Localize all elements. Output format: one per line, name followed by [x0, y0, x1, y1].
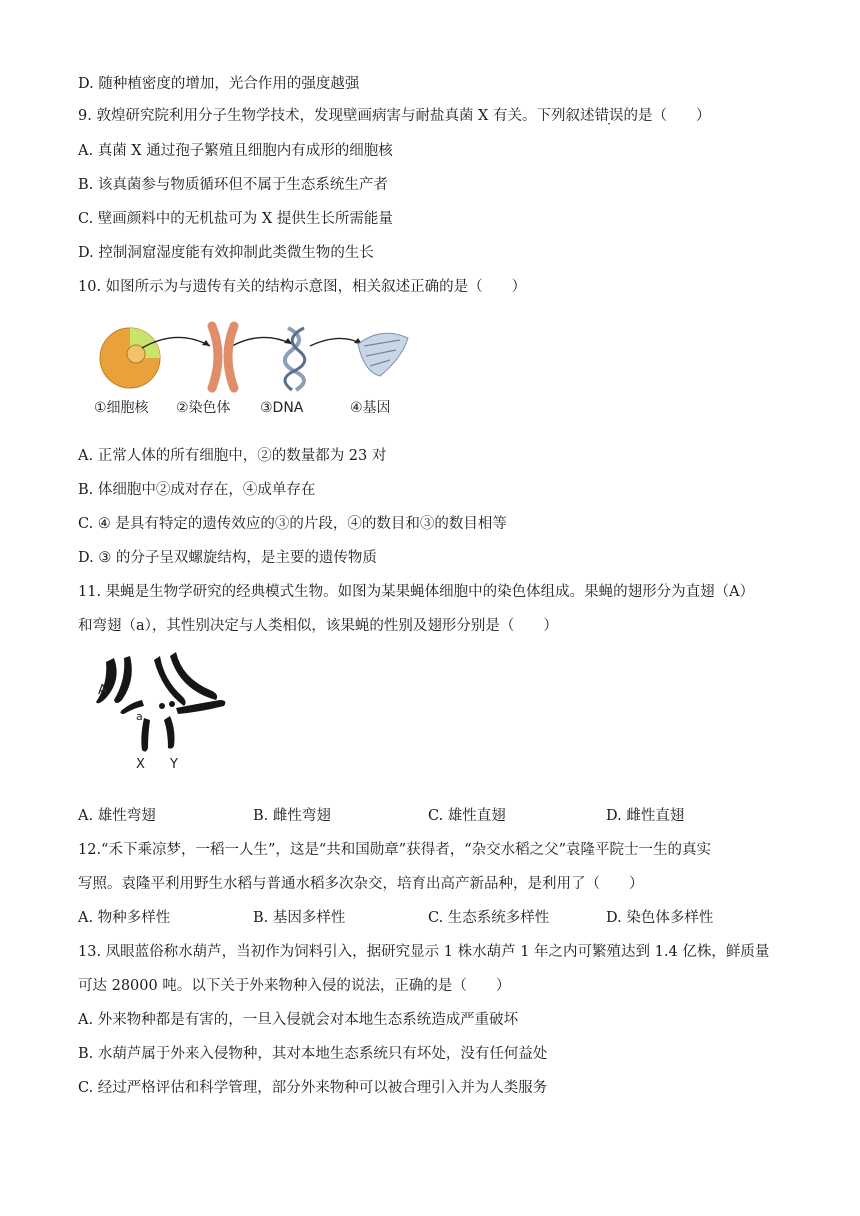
- q13-option-a: A. 外来物种都是有害的，一旦入侵就会对本地生态系统造成严重破坏: [78, 1012, 519, 1028]
- q12-stem-line1: 12.“禾下乘凉梦，一稻一人生”，这是“共和国勋章”获得者，“杂交水稻之父”袁隆平院士一生的真实: [78, 842, 712, 858]
- q12-option-d: D. 染色体多样性: [606, 910, 714, 926]
- label-dna: ③DNA: [260, 400, 304, 416]
- q13-option-b: B. 水葫芦属于外来入侵物种，其对本地生态系统只有坏处，没有任何益处: [78, 1046, 548, 1062]
- q10-option-c: C. ④ 是具有特定的遗传效应的③的片段，④的数目和③的数目相等: [78, 516, 507, 532]
- q11-options: [78, 806, 778, 826]
- label-allele-A: A: [98, 683, 107, 698]
- q11-option-a: A. 雄性弯翅: [78, 808, 156, 824]
- q13-stem-line2: 可达 28000 吨。以下关于外来物种入侵的说法，正确的是（ ）: [78, 978, 511, 994]
- q11-stem-line2: 和弯翅（a），其性别决定与人类相似，该果蝇的性别及翅形分别是（ ）: [78, 618, 558, 634]
- q12-option-c: C. 生态系统多样性: [428, 910, 550, 926]
- label-nucleus: ①细胞核: [94, 400, 149, 416]
- q9-option-b: B. 该真菌参与物质循环但不属于生态系统生产者: [78, 177, 388, 193]
- q10-option-d: D. ③ 的分子呈双螺旋结构，是主要的遗传物质: [78, 550, 377, 566]
- q13-option-c: C. 经过严格评估和科学管理，部分外来物种可以被合理引入并为人类服务: [78, 1080, 548, 1096]
- label-chromosome: ②染色体: [176, 400, 231, 416]
- q11-karyotype-figure: [92, 650, 242, 776]
- q9-option-d: D. 控制洞窟湿度能有效抑制此类微生物的生长: [78, 245, 374, 261]
- label-gene: ④基因: [350, 400, 391, 416]
- q10-option-b: B. 体细胞中②成对存在，④成单存在: [78, 482, 316, 498]
- gene-illustration: [358, 333, 408, 376]
- q12-options: [78, 908, 778, 928]
- q12-option-a: A. 物种多样性: [78, 910, 171, 926]
- q12-option-b: B. 基因多样性: [253, 910, 346, 926]
- q10-stem: 10. 如图所示为与遗传有关的结构示意图，相关叙述正确的是（ ）: [78, 279, 527, 295]
- q9-option-a: A. 真菌 X 通过孢子繁殖且细胞内有成形的细胞核: [78, 143, 393, 159]
- q10-figure: [92, 318, 422, 420]
- q9-stem: 9. 敦煌研究院利用分子生物学技术，发现壁画病害与耐盐真菌 X 有关。下列叙述错误的是（ ）: [78, 108, 711, 124]
- q11-stem-line1: 11. 果蝇是生物学研究的经典模式生物。如图为某果蝇体细胞中的染色体组成。果蝇的翅形分为直翅（A）: [78, 584, 755, 600]
- label-y-chromosome: Y: [170, 757, 178, 772]
- label-x-chromosome: X: [136, 757, 145, 772]
- q13-stem-line1: 13. 凤眼蓝俗称水葫芦，当初作为饲料引入，据研究显示 1 株水葫芦 1 年之内可繁殖达到 1.4 亿株，鲜质量: [78, 944, 770, 960]
- q10-option-a: A. 正常人体的所有细胞中，②的数量都为 23 对: [78, 448, 387, 464]
- q11-option-b: B. 雌性弯翅: [253, 808, 331, 824]
- q8-option-d: D. 随种植密度的增加，光合作用的强度越强: [78, 76, 360, 92]
- dna-illustration: [285, 328, 305, 390]
- q11-option-d: D. 雌性直翅: [606, 808, 685, 824]
- q11-option-c: C. 雄性直翅: [428, 808, 506, 824]
- label-allele-a: a: [136, 710, 143, 723]
- q12-stem-line2: 写照。袁隆平利用野生水稻与普通水稻多次杂交，培育出高产新品种，是利用了（ ）: [78, 876, 644, 892]
- q9-option-c: C. 壁画颜料中的无机盐可为 X 提供生长所需能量: [78, 211, 393, 227]
- nucleus-illustration: [100, 328, 160, 388]
- chromosome-illustration: [212, 326, 234, 388]
